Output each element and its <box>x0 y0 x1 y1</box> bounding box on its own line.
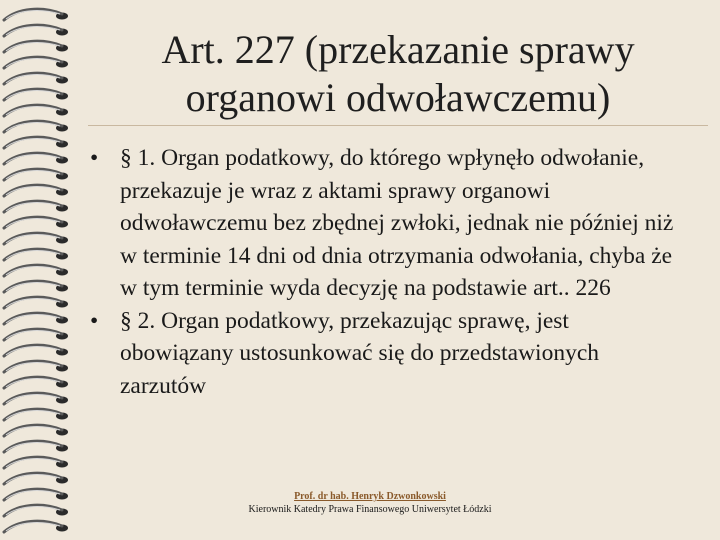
bullet-text: § 1. Organ podatkowy, do którego wpłynęło odwołanie, przekazuje je wraz z aktami sprawy organowi odwoławczemu bez zbędnej zwłoki, jednak nie później niż w terminie 14 dni od dnia otrzymania odwołania, chyba że w tym terminie wyda decyzję na podstawie art.. 226 <box>120 145 674 301</box>
spiral-binding-icon <box>0 0 80 540</box>
author-affiliation: Kierownik Katedry Prawa Finansowego Uniwersytet Łódzki <box>248 504 492 515</box>
slide-title: Art. 227 (przekazanie sprawy organowi odwoławczemu) <box>161 27 635 120</box>
footer <box>195 490 545 516</box>
bullet-text: § 2. Organ podatkowy, przekazując sprawę, jest obowiązany ustosunkować się do przedstawionych zarzutów <box>120 307 600 399</box>
bullet-marker: • <box>90 307 99 334</box>
list-item <box>88 305 678 403</box>
list-item <box>88 142 678 305</box>
title-divider <box>88 125 708 126</box>
bullet-marker: • <box>90 145 99 171</box>
bullet-list <box>88 142 678 402</box>
author-name: Prof. dr hab. Henryk Dzwonkowski <box>294 491 446 502</box>
